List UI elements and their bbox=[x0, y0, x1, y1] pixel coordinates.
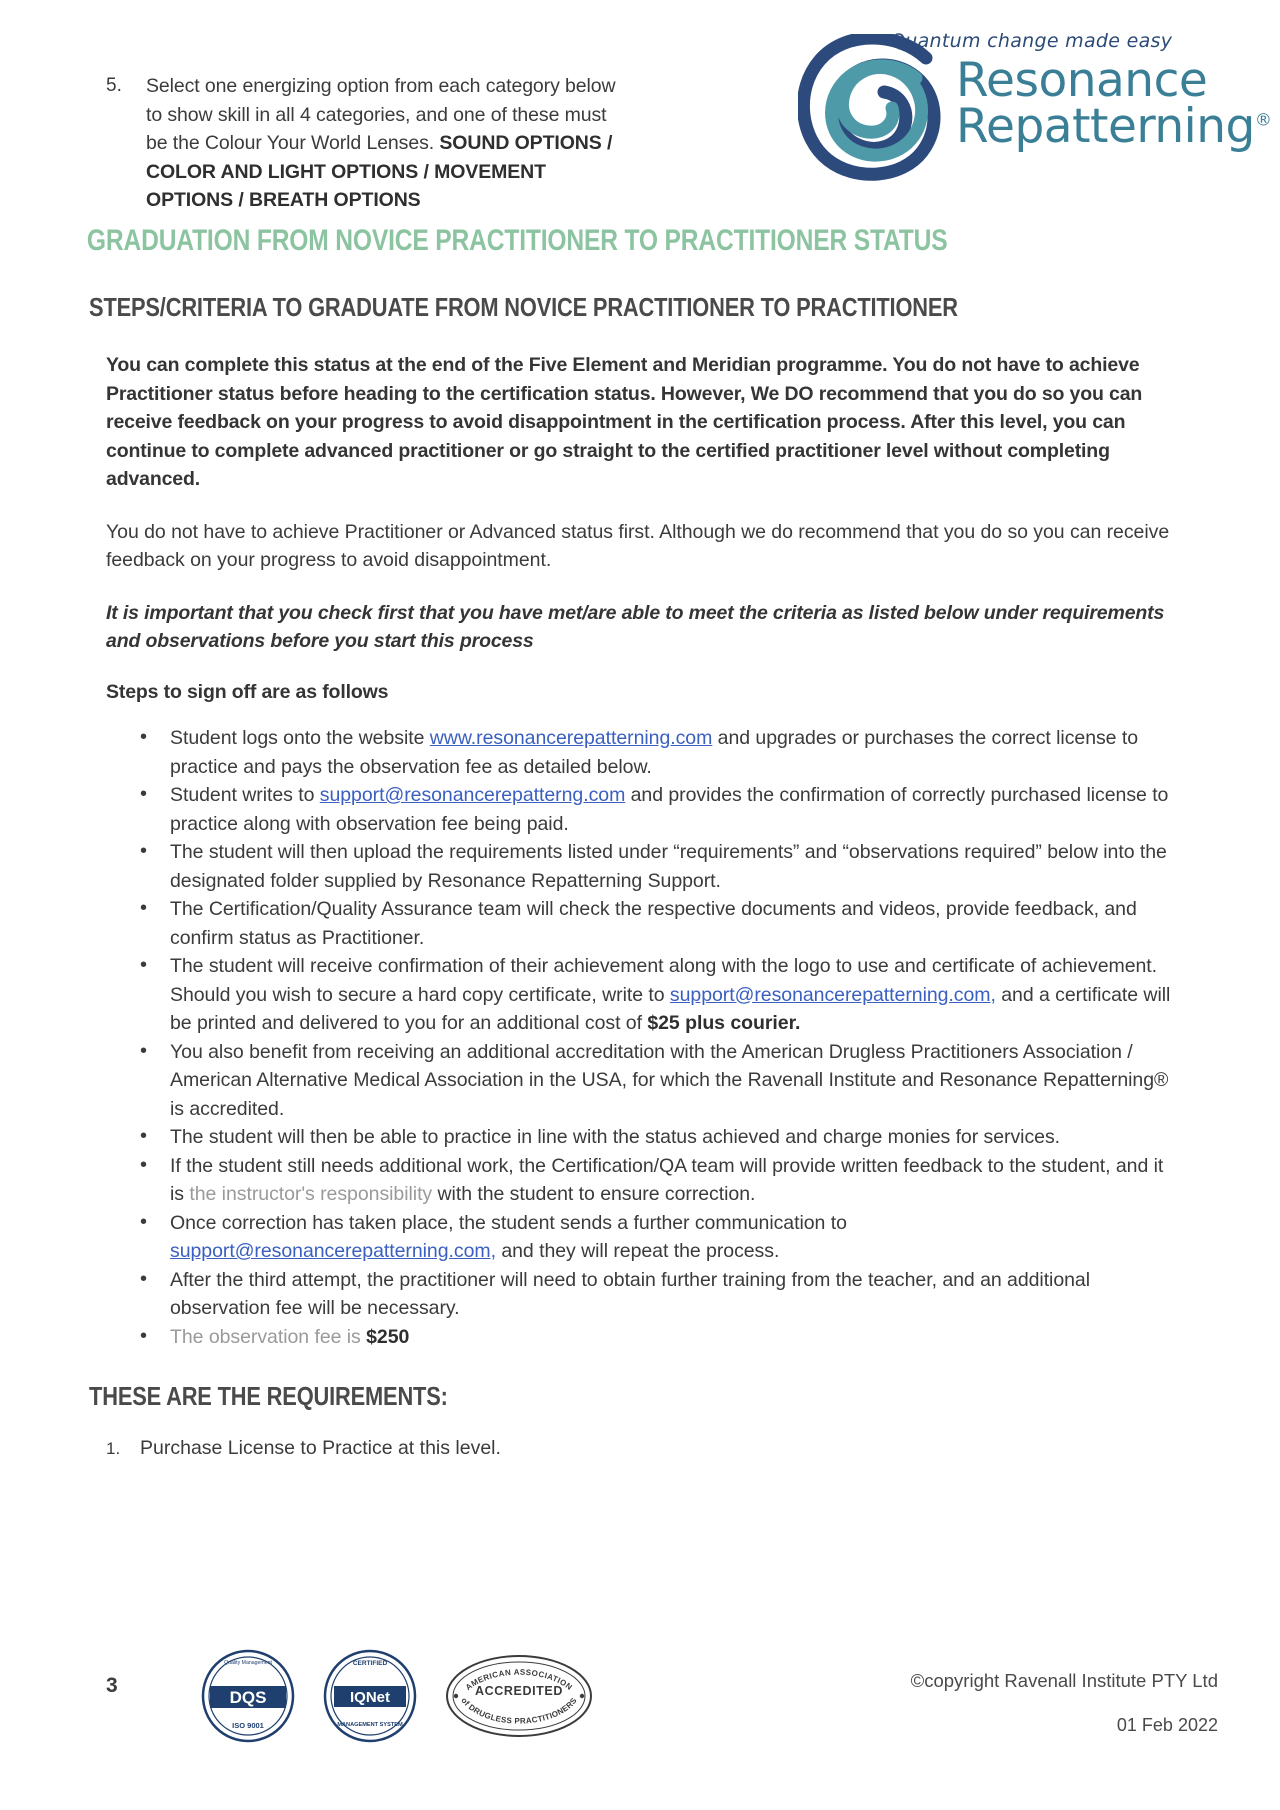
list-item bbox=[106, 1266, 1174, 1323]
page-footer bbox=[0, 1638, 1280, 1758]
paragraph-regular-note: You do not have to achieve Practitioner or Advanced status first. Although we do recommend that you do so you can receive feedback on your progress to avoid disappointment. bbox=[106, 520, 1170, 571]
registered-mark: ® bbox=[1254, 110, 1272, 131]
green-heading-row bbox=[0, 224, 1280, 258]
bullet-text-post: and provides the confirmation of correctly purchased license to practice along with observation fee being paid. bbox=[170, 784, 1169, 835]
iqnet-badge bbox=[322, 1648, 418, 1749]
intro-item-text-plain: Select one energizing option from each category below to show skill in all 4 categories, and one of these must be the Colour Your World Lenses. bbox=[146, 75, 616, 154]
bullet-text-post: with the student to ensure correction. bbox=[432, 1183, 756, 1205]
spiral-icon bbox=[798, 34, 948, 184]
svg-text:Quality Management: Quality Management bbox=[224, 1660, 272, 1666]
dqs-iso-9001-badge bbox=[200, 1648, 296, 1749]
svg-text:IQNet: IQNet bbox=[349, 1689, 391, 1706]
requirement-number: 1. bbox=[106, 1439, 121, 1458]
svg-text:of DRUGLESS PRACTITIONERS: of DRUGLESS PRACTITIONERS bbox=[459, 1695, 579, 1726]
bullet-text-pre: Student writes to bbox=[170, 784, 320, 806]
bullet-text-pre: The Certification/Quality Assurance team will check the respective documents and videos, provide feedback, and confirm status as Practitioner. bbox=[170, 898, 1137, 949]
support-email-link[interactable]: support@resonancerepatterng.com bbox=[319, 784, 626, 806]
bullet-text-muted: The observation fee is bbox=[170, 1325, 367, 1348]
document-date: 01 Feb 2022 bbox=[1116, 1715, 1218, 1735]
copyright-block bbox=[911, 1666, 1218, 1740]
list-item bbox=[106, 952, 1174, 1038]
observation-fee-amount: $250 bbox=[366, 1325, 410, 1348]
list-item bbox=[106, 895, 1174, 952]
resonance-repatterning-logo bbox=[798, 22, 1272, 192]
intro-item-text-bold: SOUND OPTIONS / COLOR AND LIGHT OPTIONS / MOVEMENT OPTIONS / BREATH OPTIONS bbox=[146, 132, 613, 211]
intro-item-number: 5. bbox=[106, 75, 122, 96]
list-item bbox=[106, 1038, 1174, 1124]
list-item bbox=[106, 1434, 1174, 1463]
aadp-accredited-badge bbox=[444, 1648, 594, 1749]
logo-word-line2: Repatterning bbox=[956, 99, 1255, 155]
intro-numbered-item bbox=[106, 72, 626, 215]
svg-text:MANAGEMENT SYSTEM: MANAGEMENT SYSTEM bbox=[337, 1722, 403, 1728]
svg-text:ISO 9001: ISO 9001 bbox=[232, 1721, 264, 1730]
bullet-text-pre: Once correction has taken place, the student sends a further communication to bbox=[170, 1211, 847, 1234]
section-heading-requirements: THESE ARE THE REQUIREMENTS: bbox=[89, 1381, 448, 1411]
list-item bbox=[106, 781, 1174, 838]
svg-text:CERTIFIED: CERTIFIED bbox=[352, 1660, 388, 1667]
paragraph-steps-label: Steps to sign off are as follows bbox=[106, 680, 389, 703]
bullet-text-pre: The student will receive confirmation of their achievement along with the logo to use and certificate of achievement. Should you wish to secure a hard copy certificate, write to bbox=[170, 955, 1158, 1006]
page-header bbox=[0, 0, 1280, 210]
dark-heading-row bbox=[0, 292, 1280, 323]
website-link[interactable]: www.resonancerepatterning.com bbox=[429, 727, 713, 749]
page-body bbox=[0, 351, 1280, 1463]
logo-word-line1: Resonance bbox=[956, 53, 1208, 108]
bullet-text-muted: the instructor's responsibility bbox=[189, 1183, 433, 1205]
page-number: 3 bbox=[106, 1674, 118, 1697]
list-item bbox=[106, 1152, 1174, 1209]
requirement-text: Purchase License to Practice at this level. bbox=[140, 1437, 501, 1459]
logo-word-line2-wrap bbox=[956, 99, 1272, 155]
requirements-heading-row bbox=[0, 1381, 1174, 1412]
section-heading-graduation: GRADUATION FROM NOVICE PRACTITIONER TO PRACTITIONER STATUS bbox=[86, 224, 948, 257]
paragraph-bold-intro: You can complete this status at the end of the Five Element and Meridian programme. You do not have to achieve Practitioner status before heading to the certification status. However, We DO recommend that you do so you can receive feedback on your progress to avoid disappointment in the certification process. After this level, you can continue to complete advanced practitioner or go straight to the certified practitioner level without completing advanced. bbox=[106, 354, 1143, 490]
list-item bbox=[106, 1123, 1174, 1152]
bullet-text-post: and a certificate will be printed and delivered to you for an additional cost of bbox=[170, 983, 1171, 1034]
list-item bbox=[106, 1323, 1174, 1352]
intro-item-text bbox=[146, 72, 626, 215]
list-item bbox=[106, 1209, 1174, 1266]
section-heading-steps-criteria: STEPS/CRITERIA TO GRADUATE FROM NOVICE PRACTITIONER TO PRACTITIONER bbox=[89, 292, 958, 322]
list-item bbox=[106, 724, 1174, 781]
svg-text:AMERICAN ASSOCIATION: AMERICAN ASSOCIATION bbox=[463, 1667, 575, 1693]
bullet-text-pre: After the third attempt, the practitioner will need to obtain further training from the teacher, and an additional observation fee will be necessary. bbox=[170, 1268, 1091, 1319]
svg-text:DQS: DQS bbox=[229, 1688, 267, 1707]
bullet-text-post: and they will repeat the process. bbox=[495, 1240, 780, 1262]
bullet-text-pre: The student will then be able to practice in line with the status achieved and charge monies for services. bbox=[170, 1126, 1061, 1148]
bullet-text-pre: If the student still needs additional work, the Certification/QA team will provide written feedback to the student, and it is bbox=[170, 1154, 1164, 1205]
support-email-link[interactable]: support@resonancerepatterning.com, bbox=[669, 983, 996, 1006]
svg-text:ACCREDITED: ACCREDITED bbox=[475, 1684, 563, 1698]
logo-tagline: Quantum change made easy bbox=[890, 30, 1173, 52]
paragraph-bold-italic-important: It is important that you check first that you have met/are able to meet the criteria as listed below under requirements and observations before you start this process bbox=[106, 601, 1165, 652]
bullet-text-pre: Student logs onto the website bbox=[170, 727, 430, 749]
steps-bullet-list bbox=[106, 724, 1174, 1351]
list-item bbox=[106, 838, 1174, 895]
requirements-numbered-list bbox=[106, 1434, 1174, 1463]
logo-wordmark bbox=[956, 53, 1272, 155]
bullet-text-pre: The student will then upload the requirements listed under “requirements” and “observations required” below into the designated folder supplied by Resonance Repatterning Support. bbox=[170, 841, 1167, 892]
copyright-text: ©copyright Ravenall Institute PTY Ltd bbox=[910, 1670, 1218, 1691]
support-email-link[interactable]: support@resonancerepatterning.com, bbox=[170, 1240, 496, 1262]
bullet-text-pre: You also benefit from receiving an additional accreditation with the American Drugless Practitioners Association / American Alternative Medical Association in the USA, for which the Ravenall Institute and Resonance Repatterning® is accredited. bbox=[170, 1040, 1169, 1120]
accreditation-badges bbox=[200, 1648, 594, 1749]
bullet-text-post: and upgrades or purchases the correct license to practice and pays the observation fee as detailed below. bbox=[170, 727, 1139, 778]
bullet-text-bold-tail: $25 plus courier. bbox=[647, 1012, 801, 1034]
